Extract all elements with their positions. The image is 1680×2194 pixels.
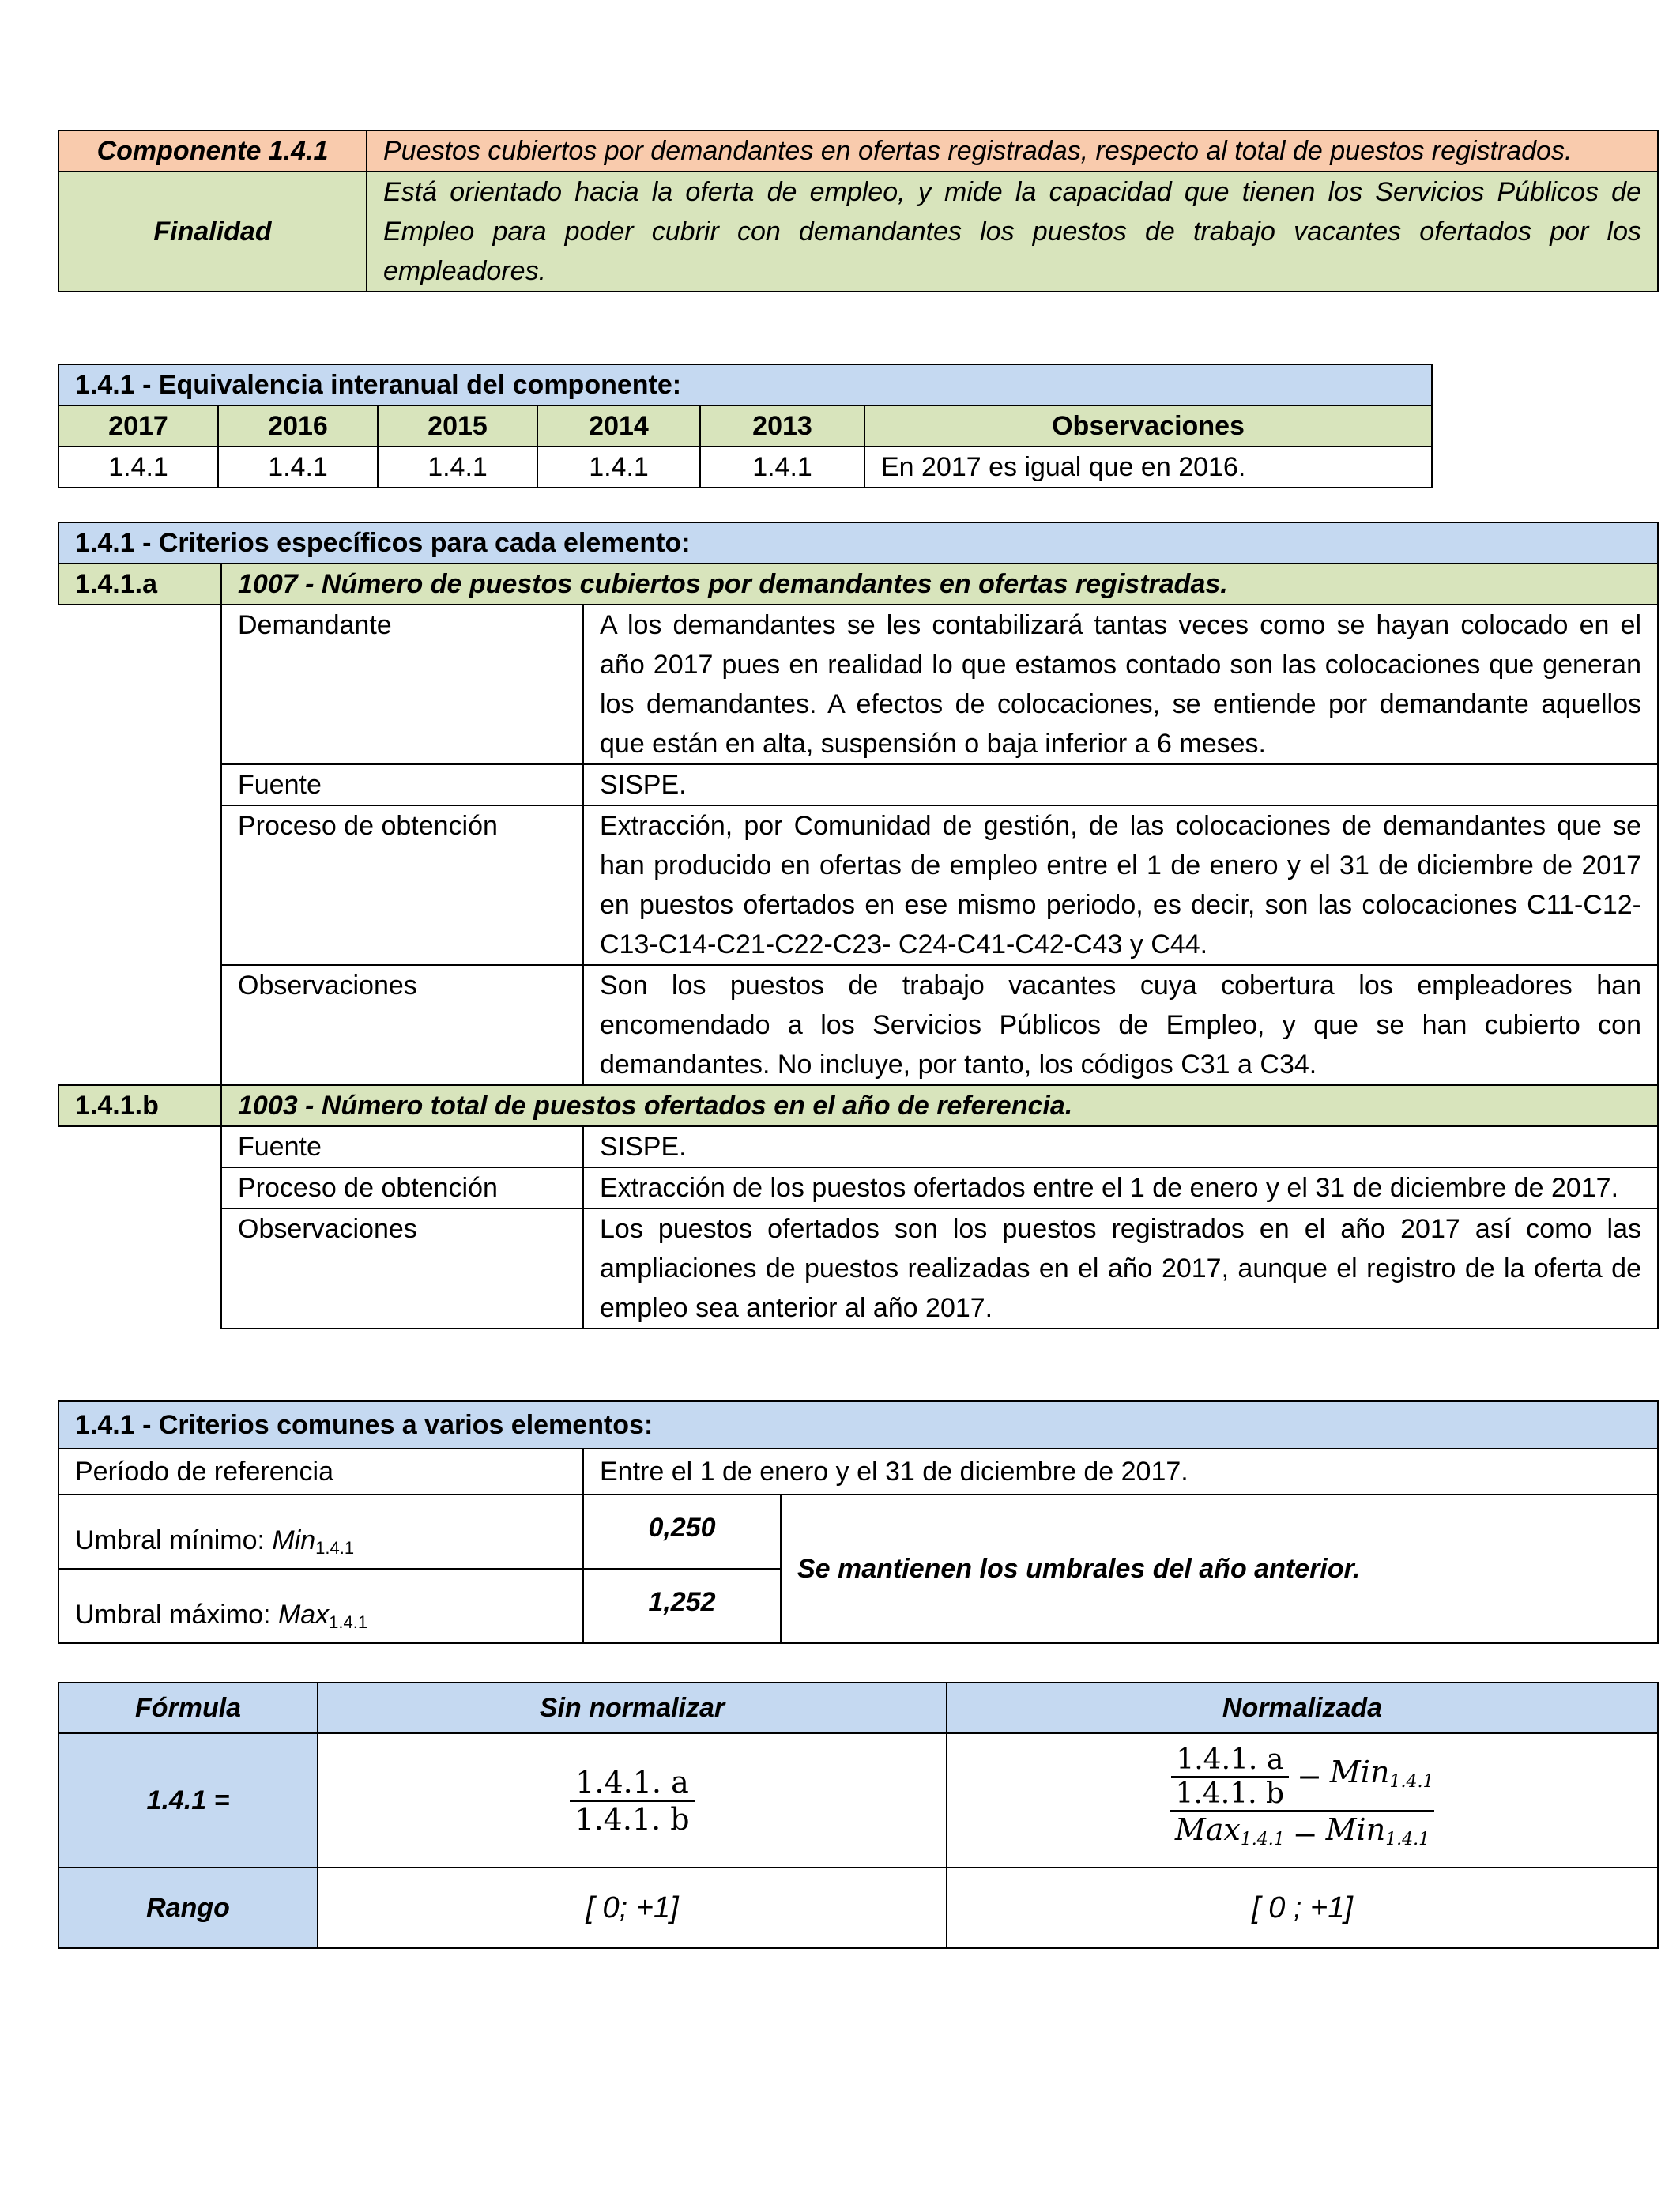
min-symbol (1330, 1755, 1434, 1800)
element-title-a: 1007 - Número de puestos cubiertos por demandantes en ofertas registradas. (221, 564, 1658, 605)
row-text: A los demandantes se les contabilizará tantas veces como se hayan colocado en el año 2017 pues en realidad lo que estamos contado son las colocaciones que generan los demandantes. A efectos de colocaciones, se entiende por demandante aquellos que están en alta, suspensión o baja inferior a 6 meses. (583, 605, 1658, 764)
formula-header: Fórmula (58, 1683, 318, 1733)
row-text: SISPE. (583, 764, 1658, 805)
inner-denominator: 1.4.1. b (1171, 1776, 1290, 1810)
spacer-cell (58, 605, 221, 1085)
umbral-minimo-value: 0,250 (583, 1495, 781, 1569)
row-text: Los puestos ofertados son los puestos registrados en el año 2017 así como las ampliaciones de puestos realizadas en el año 2017, aunque el registro de la oferta de empleo sea anterior al año 2017. (583, 1208, 1658, 1329)
criterios-comunes-title: 1.4.1 - Criterios comunes a varios elementos: (58, 1401, 1658, 1449)
row-label: Fuente (221, 764, 583, 805)
rango-sin-normalizar: [ 0; +1] (318, 1868, 947, 1948)
umbral-minimo-text: Umbral mínimo: (75, 1525, 273, 1555)
umbral-maximo-symbol: Max (277, 1600, 330, 1630)
element-code-a: 1.4.1.a (58, 564, 221, 605)
equivalencia-header: Observaciones (864, 405, 1432, 447)
min-text: Min (1325, 1811, 1386, 1847)
min-subscript: 1.4.1 (1385, 1829, 1430, 1849)
max-subscript: 1.4.1 (1240, 1829, 1285, 1849)
normalizada-numerator (1166, 1744, 1439, 1810)
criterios-comunes-table (58, 1400, 1659, 1644)
row-text: SISPE. (583, 1126, 1658, 1167)
umbral-maximo-label (58, 1569, 583, 1643)
equivalencia-title: 1.4.1 - Equivalencia interanual del componente: (58, 364, 1432, 405)
umbral-maximo-text: Umbral máximo: (75, 1600, 278, 1630)
equivalencia-header: 2013 (700, 405, 864, 447)
umbral-maximo-value: 1,252 (583, 1569, 781, 1643)
min-subscript: 1.4.1 (1389, 1771, 1434, 1792)
fraction-sin-normalizar (570, 1765, 694, 1837)
minus-sign: − (1297, 1759, 1322, 1794)
equivalencia-cell: 1.4.1 (218, 447, 378, 488)
umbral-minimo-label (58, 1495, 583, 1569)
criterios-especificos-table (58, 522, 1659, 1329)
normalizada-denominator (1170, 1810, 1434, 1857)
inner-numerator: 1.4.1. a (1176, 1743, 1284, 1776)
umbral-minimo-subscript: 1.4.1 (315, 1538, 355, 1558)
componente-table (58, 130, 1659, 292)
min-symbol (1326, 1812, 1430, 1857)
row-label: Demandante (221, 605, 583, 764)
row-label: Observaciones (221, 965, 583, 1085)
fraction-denominator: 1.4.1. b (570, 1800, 694, 1837)
formula-header: Sin normalizar (318, 1683, 947, 1733)
min-text: Min (1329, 1754, 1390, 1789)
periodo-text: Entre el 1 de enero y el 31 de diciembre de 2017. (583, 1449, 1658, 1495)
max-symbol (1175, 1812, 1285, 1857)
equivalencia-cell: 1.4.1 (700, 447, 864, 488)
periodo-label: Período de referencia (58, 1449, 583, 1495)
formula-sin-normalizar (318, 1733, 947, 1868)
row-label: Fuente (221, 1126, 583, 1167)
componente-label: Componente 1.4.1 (58, 130, 367, 172)
umbral-maximo-subscript: 1.4.1 (329, 1612, 368, 1632)
equivalencia-header: 2016 (218, 405, 378, 447)
fraction-normalizada (1166, 1744, 1439, 1857)
rango-label: Rango (58, 1868, 318, 1948)
equivalencia-cell: 1.4.1 (537, 447, 700, 488)
spacer-cell (58, 1126, 221, 1329)
equivalencia-cell: 1.4.1 (58, 447, 218, 488)
element-title-b: 1003 - Número total de puestos ofertados en el año de referencia. (221, 1085, 1658, 1126)
inner-fraction (1171, 1744, 1290, 1810)
row-text: Extracción de los puestos ofertados entre el 1 de enero y el 31 de diciembre de 2017. (583, 1167, 1658, 1208)
row-label: Proceso de obtención (221, 1167, 583, 1208)
finalidad-text: Está orientado hacia la oferta de empleo, y mide la capacidad que tienen los Servicios Públicos de Empleo para poder cubrir con demandantes los puestos de trabajo vacantes ofertados por los empleadores. (367, 172, 1658, 292)
equivalencia-cell: En 2017 es igual que en 2016. (864, 447, 1432, 488)
umbral-minimo-symbol: Min (272, 1525, 316, 1555)
formula-normalizada (947, 1733, 1658, 1868)
equivalencia-cell: 1.4.1 (378, 447, 537, 488)
row-text: Son los puestos de trabajo vacantes cuya cobertura los empleadores han encomendado a los Servicios Públicos de Empleo, y que se han cubierto con demandantes. No incluye, por tanto, los códigos C31 a C34. (583, 965, 1658, 1085)
componente-text: Puestos cubiertos por demandantes en ofertas registradas, respecto al total de puestos registrados. (367, 130, 1658, 172)
equivalencia-header: 2017 (58, 405, 218, 447)
row-text: Extracción, por Comunidad de gestión, de las colocaciones de demandantes que se han producido en ofertas de empleo entre el 1 de enero y el 31 de diciembre de 2017 en puestos ofertados en ese mismo periodo, es decir, son las colocaciones C11-C12-C13-C14-C21-C22-C23- C24-C41-C42-C43 y C44. (583, 805, 1658, 965)
equivalencia-header: 2015 (378, 405, 537, 447)
finalidad-label: Finalidad (58, 172, 367, 292)
formula-header: Normalizada (947, 1683, 1658, 1733)
criterios-especificos-title: 1.4.1 - Criterios específicos para cada elemento: (58, 522, 1658, 564)
minus-sign: − (1292, 1817, 1318, 1852)
equivalencia-table (58, 364, 1433, 488)
rango-normalizada: [ 0 ; +1] (947, 1868, 1658, 1948)
equivalencia-header: 2014 (537, 405, 700, 447)
formula-label: 1.4.1 = (58, 1733, 318, 1868)
element-code-b: 1.4.1.b (58, 1085, 221, 1126)
fraction-numerator: 1.4.1. a (575, 1764, 689, 1800)
umbral-note: Se mantienen los umbrales del año anterior. (781, 1495, 1658, 1643)
max-text: Max (1174, 1811, 1241, 1847)
row-label: Observaciones (221, 1208, 583, 1329)
row-label: Proceso de obtención (221, 805, 583, 965)
formula-table (58, 1682, 1659, 1949)
